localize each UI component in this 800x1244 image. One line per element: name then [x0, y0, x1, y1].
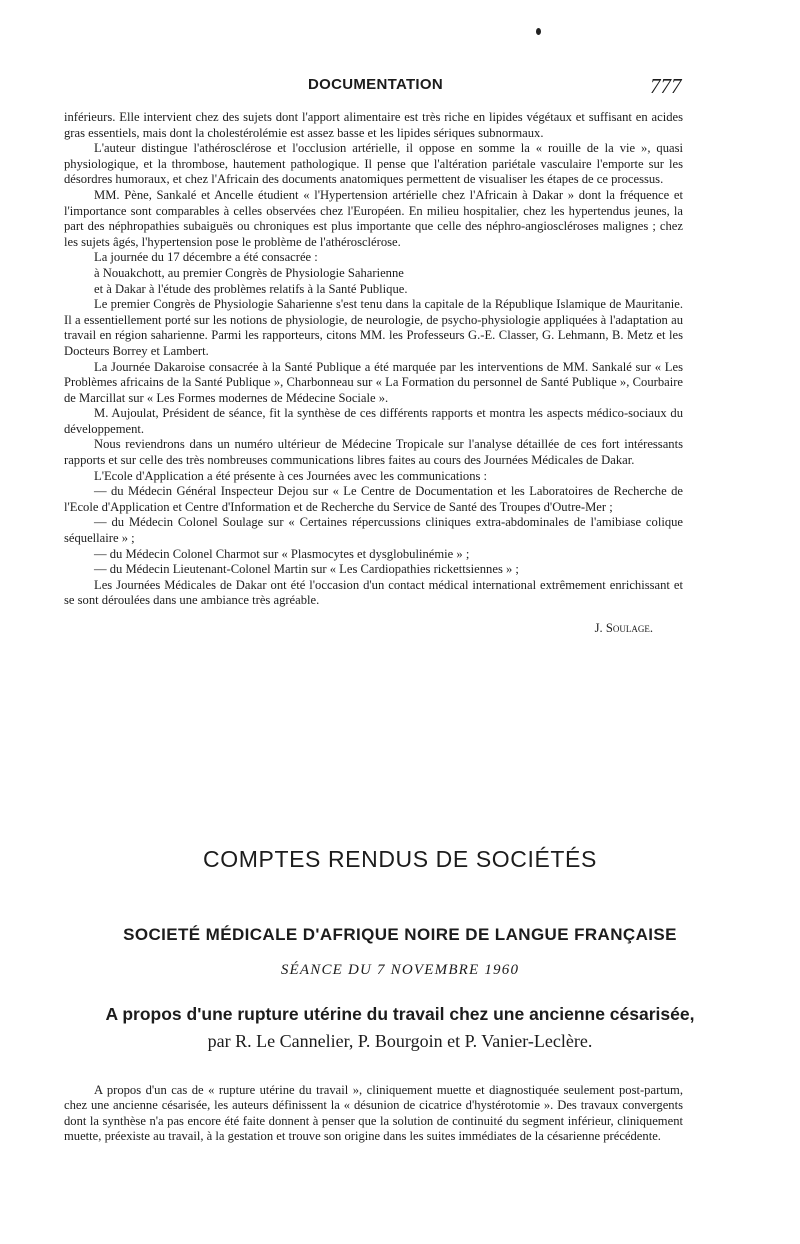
paragraph: L'auteur distingue l'athérosclérose et l'occlusion artérielle, il oppose en somme la « rouille de la vie », quasi physiologique, et la thrombose, hautement pathologique. Il pense que l'altération pariétale vasculaire l'emporte sur les désordres humoraux, et chez l'Africain des documents anatomiques permettent de visualiser les étapes de ce processus. — [64, 141, 683, 187]
list-item: — du Médecin Général Inspecteur Dejou sur « Le Centre de Documentation et les Laboratoires de Recherche de l'Ecole d'Application et Centre d'Information et de Recherche du Service de Santé des Troupes d'Outre-Mer ; — [64, 484, 683, 514]
list-item: — du Médecin Colonel Charmot sur « Plasmocytes et dysglobulinémie » ; — [94, 546, 470, 561]
paragraph: La journée du 17 décembre a été consacrée : — [94, 250, 318, 265]
paragraph: M. Aujoulat, Président de séance, fit la synthèse de ces différents rapports et montra les aspects médico-sociaux du développement. — [64, 406, 683, 436]
paragraph: L'Ecole d'Application a été présente à ces Journées avec les communications : — [94, 468, 488, 483]
ink-speck — [536, 28, 541, 35]
article-abstract: A propos d'un cas de « rupture utérine du travail », cliniquement muette et diagnostiquée seulement post-partum, chez une ancienne césarisée, les auteurs définissent la « désunion de cicatrice d'hystérotomie ». Des travaux convergents dont la synthèse n'a pas encore été faite donnent à penser que la solution de continuité du segment inférieur, cliniquement muette, préexiste au travail, à la gestation et trouve son origine dans les suites immédiates de la césarienne précédente. — [64, 1082, 683, 1144]
paragraph: MM. Pène, Sankalé et Ancelle étudient « l'Hypertension artérielle chez l'Africain à Dakar » dont la fréquence et l'importance sont comparables à celles observées chez l'Européen. En milieu hospitalier, chez les hypertendus jeunes, la part des néphropathies subaiguës ou chroniques est plus importante que celle des néphro-angioscléroses malignes ; chez les sujets âgés, l'hypertension pose le problème de l'athérosclérose. — [64, 187, 683, 249]
article-body — [64, 110, 683, 637]
paragraph: et à Dakar à l'étude des problèmes relatifs à la Santé Publique. — [94, 281, 408, 296]
paragraph: Nous reviendrons dans un numéro ultérieur de Médecine Tropicale sur l'analyse détaillée de ces fort intéressants rapports et sur celle des très nombreuses communications libres faites au cours des Journées Médicales de Dakar. — [64, 437, 683, 468]
article-title: A propos d'une rupture utérine du travail chez une ancienne césarisée, — [105, 1004, 695, 1024]
session-date: SÉANCE DU 7 NOVEMBRE 1960 — [280, 962, 520, 978]
signature: J. Soulage. — [594, 621, 653, 635]
paragraph: à Nouakchott, au premier Congrès de Physiologie Saharienne — [94, 265, 404, 280]
section-title: COMPTES RENDUS DE SOCIÉTÉS — [203, 846, 597, 872]
paragraph: Le premier Congrès de Physiologie Saharienne s'est tenu dans la capitale de la République Islamique de Mauritanie. Il a essentiellement porté sur les notions de physiologie, de neurologie, de psycho-physiologie appliquées à l'adaptation au travail en région saharienne. Parmi les rapporteurs, citons MM. les Professeurs G.-E. Classer, G. Lehmann, B. Metz et les Docteurs Borrey et Lambert. — [64, 297, 683, 358]
running-title: DOCUMENTATION — [308, 76, 443, 93]
running-head — [0, 76, 800, 98]
page-number: 777 — [650, 74, 682, 98]
paragraph: inférieurs. Elle intervient chez des sujets dont l'apport alimentaire est très riche en lipides végétaux et suffisant en acides gras essentiels, mais dont la cholestérolémie est assez basse et les lipides sériques subnormaux. — [64, 110, 683, 140]
list-item: — du Médecin Colonel Soulage sur « Certaines répercussions cliniques extra-abdominales de l'amibiase colique séquellaire » ; — [64, 515, 683, 546]
paragraph: Les Journées Médicales de Dakar ont été l'occasion d'un contact médical international extrêmement enrichissant et se sont déroulées dans une ambiance très agréable. — [64, 577, 683, 608]
society-title: SOCIETÉ MÉDICALE D'AFRIQUE NOIRE DE LANGUE FRANÇAISE — [123, 925, 677, 944]
paragraph: La Journée Dakaroise consacrée à la Santé Publique a été marquée par les interventions de MM. Sankalé sur « Les Problèmes africains de la Santé Publique », Charbonneau sur « La Formation du personnel de Santé Publique », Courbaire de Marcillat sur « Les Formes modernes de Médecine Sociale ». — [64, 359, 683, 405]
article-authors: par R. Le Cannelier, P. Bourgoin et P. Vanier-Leclère. — [207, 1031, 593, 1051]
list-item: — du Médecin Lieutenant-Colonel Martin sur « Les Cardiopathies rickettsiennes » ; — [94, 562, 519, 577]
